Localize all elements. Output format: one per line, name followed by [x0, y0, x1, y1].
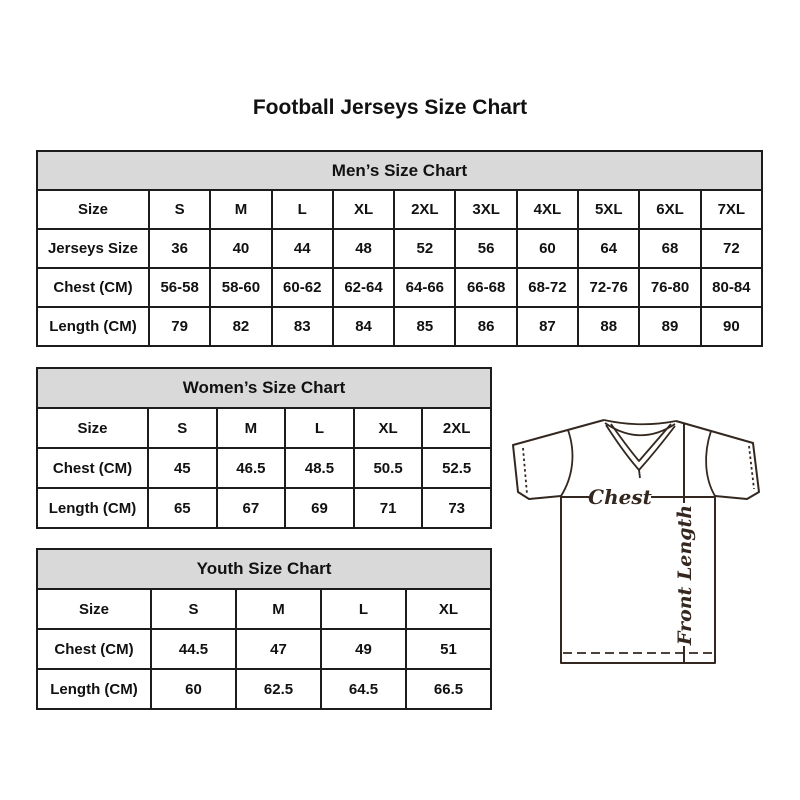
size-value-cell: 5XL: [578, 190, 639, 229]
size-value-cell: 50.5: [354, 448, 423, 488]
size-value-cell: 40: [210, 229, 271, 268]
size-value-cell: 89: [639, 307, 700, 346]
size-value-cell: 71: [354, 488, 423, 528]
size-value-cell: M: [236, 589, 321, 629]
size-value-cell: S: [151, 589, 236, 629]
size-value-cell: 72-76: [578, 268, 639, 307]
size-value-cell: L: [285, 408, 354, 448]
table-row: [37, 629, 491, 669]
row-label: Length (CM): [37, 669, 151, 709]
cuff-stitch-left: [523, 448, 527, 494]
size-value-cell: 62.5: [236, 669, 321, 709]
size-value-cell: 72: [701, 229, 762, 268]
table-row: [37, 268, 762, 307]
size-value-cell: 83: [272, 307, 333, 346]
row-label: Jerseys Size: [37, 229, 149, 268]
armhole-seam-left: [561, 430, 572, 496]
size-value-cell: 36: [149, 229, 210, 268]
table-row: [37, 488, 491, 528]
size-value-cell: 58-60: [210, 268, 271, 307]
womens-size-table: [36, 367, 492, 529]
size-value-cell: XL: [333, 190, 394, 229]
front-length-label: Front Length: [674, 504, 696, 646]
chest-label: Chest: [588, 485, 652, 509]
table-row: [37, 669, 491, 709]
jersey-measurement-diagram: [505, 415, 771, 667]
size-value-cell: 68: [639, 229, 700, 268]
table-row: [37, 408, 491, 448]
size-value-cell: L: [321, 589, 406, 629]
table-row: [37, 190, 762, 229]
row-label: Chest (CM): [37, 629, 151, 669]
men-table-title: Men’s Size Chart: [37, 151, 762, 190]
size-value-cell: 79: [149, 307, 210, 346]
size-value-cell: 2XL: [422, 408, 491, 448]
table-title-row: [37, 151, 762, 190]
size-value-cell: 64: [578, 229, 639, 268]
size-value-cell: 52.5: [422, 448, 491, 488]
size-value-cell: 6XL: [639, 190, 700, 229]
size-value-cell: 4XL: [517, 190, 578, 229]
size-value-cell: 51: [406, 629, 491, 669]
page-title: Football Jerseys Size Chart: [252, 96, 528, 119]
table-title-row: [37, 549, 491, 589]
size-value-cell: 88: [578, 307, 639, 346]
size-value-cell: 64-66: [394, 268, 455, 307]
row-label: Length (CM): [37, 488, 148, 528]
size-value-cell: 46.5: [217, 448, 286, 488]
youth-table-title: Youth Size Chart: [37, 549, 491, 589]
size-value-cell: 52: [394, 229, 455, 268]
row-label: Chest (CM): [37, 448, 148, 488]
table-title-row: [37, 368, 491, 408]
size-value-cell: 49: [321, 629, 406, 669]
size-value-cell: 85: [394, 307, 455, 346]
size-value-cell: 66-68: [455, 268, 516, 307]
row-label: Size: [37, 589, 151, 629]
size-value-cell: 90: [701, 307, 762, 346]
table-row: [37, 229, 762, 268]
size-value-cell: 80-84: [701, 268, 762, 307]
size-value-cell: 66.5: [406, 669, 491, 709]
size-value-cell: 86: [455, 307, 516, 346]
armhole-seam-right: [706, 431, 715, 496]
size-value-cell: 82: [210, 307, 271, 346]
size-value-cell: 76-80: [639, 268, 700, 307]
size-value-cell: XL: [406, 589, 491, 629]
size-value-cell: 65: [148, 488, 217, 528]
table-row: [37, 448, 491, 488]
size-value-cell: 47: [236, 629, 321, 669]
size-value-cell: 67: [217, 488, 286, 528]
collar-top-edge: [604, 420, 676, 424]
size-value-cell: 56-58: [149, 268, 210, 307]
size-value-cell: 3XL: [455, 190, 516, 229]
youth-size-table: [36, 548, 492, 710]
size-value-cell: 62-64: [333, 268, 394, 307]
size-value-cell: S: [148, 408, 217, 448]
size-value-cell: 56: [455, 229, 516, 268]
size-value-cell: 87: [517, 307, 578, 346]
size-value-cell: 69: [285, 488, 354, 528]
size-value-cell: 44.5: [151, 629, 236, 669]
size-value-cell: 44: [272, 229, 333, 268]
row-label: Size: [37, 408, 148, 448]
table-row: [37, 589, 491, 629]
mens-size-table: [36, 150, 763, 347]
size-value-cell: 60: [151, 669, 236, 709]
size-value-cell: 64.5: [321, 669, 406, 709]
row-label: Length (CM): [37, 307, 149, 346]
table-row: [37, 307, 762, 346]
size-value-cell: 84: [333, 307, 394, 346]
size-value-cell: XL: [354, 408, 423, 448]
size-value-cell: L: [272, 190, 333, 229]
size-value-cell: 7XL: [701, 190, 762, 229]
size-value-cell: 2XL: [394, 190, 455, 229]
size-value-cell: 60-62: [272, 268, 333, 307]
collar-point-seam: [639, 470, 640, 478]
row-label: Size: [37, 190, 149, 229]
size-value-cell: 73: [422, 488, 491, 528]
size-value-cell: 68-72: [517, 268, 578, 307]
size-value-cell: S: [149, 190, 210, 229]
size-value-cell: 45: [148, 448, 217, 488]
row-label: Chest (CM): [37, 268, 149, 307]
women-table-title: Women’s Size Chart: [37, 368, 491, 408]
size-value-cell: 60: [517, 229, 578, 268]
size-value-cell: M: [217, 408, 286, 448]
size-value-cell: 48.5: [285, 448, 354, 488]
size-value-cell: 48: [333, 229, 394, 268]
size-value-cell: M: [210, 190, 271, 229]
